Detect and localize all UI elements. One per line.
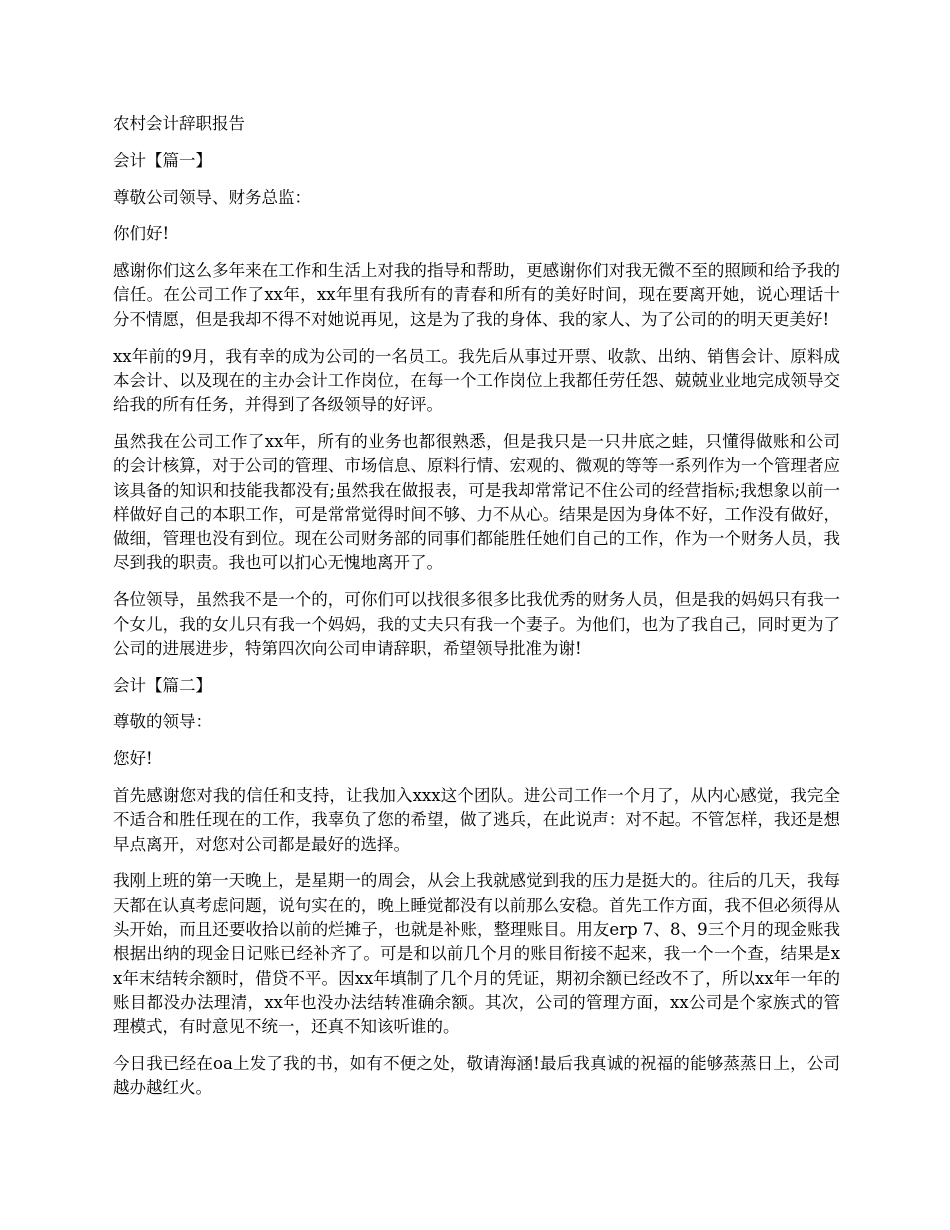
section-heading-part-one: 会计【篇一】 [113,150,212,170]
body-paragraph: 首先感谢您对我的信任和支持，让我加入xxx这个团队。进公司工作一个月了，从内心感觉，我完全不适合和胜任现在的工作，我辜负了您的希望，做了逃兵，在此说声：对不起。不管怎样，我还是想早点离开，对您对公司都是最好的选择。 [113,786,840,854]
document-page [113,112,840,1113]
salutation-two: 尊敬的领导： [113,712,212,732]
body-paragraph: 今日我已经在oa上发了我的书，如有不便之处，敬请海涵!最后我真诚的祝福的能够蒸蒸日上，公司越办越红火。 [113,1054,840,1098]
greeting-two: 您好! [113,749,153,769]
section-heading-part-two: 会计【篇二】 [113,675,212,695]
document-title: 农村会计辞职报告 [113,114,245,133]
body-paragraph: 我刚上班的第一天晚上，是星期一的周会，从会上我就感觉到我的压力是挺大的。往后的几天，我每天都在认真考虑问题，说句实在的，晚上睡觉都没有以前那么安稳。首先工作方面，我不但必须得从头开始，而且还要收拾以前的烂摊子，也就是补账，整理账目。用友erp 7、8、9三个月的现金账我根据出纳的现金日记账已经补齐了。可是和以前几个月的账目衔接不起来，我一个一个查，结果是xx年末结转余额时，借贷不平。因xx年填制了几个月的凭证，期初余额已经改不了，所以xx年一年的账目都没办法理清，xx年也没办法结转准确余额。其次，公司的管理方面，xx公司是个家族式的管理模式，有时意见不统一，还真不知该听谁的。 [113,871,840,1037]
body-paragraph: 各位领导，虽然我不是一个的，可你们可以找很多很多比我优秀的财务人员，但是我的妈妈只有我一个女儿，我的女儿只有我一个妈妈，我的丈夫只有我一个妻子。为他们，也为了我自己，同时更为了公司的进展进步，特第四次向公司申请辞职，希望领导批准为谢! [113,590,840,658]
body-paragraph: 感谢你们这么多年来在工作和生活上对我的指导和帮助，更感谢你们对我无微不至的照顾和给予我的信任。在公司工作了xx年，xx年里有我所有的青春和所有的美好时间，现在要离开她，说心理话十分不情愿，但是我却不得不对她说再见，这是为了我的身体、我的家人、为了公司的的明天更美好! [113,261,840,329]
body-paragraph: xx年前的9月，我有幸的成为公司的一名员工。我先后从事过开票、收款、出纳、销售会计、原料成本会计、以及现在的主办会计工作岗位，在每一个工作岗位上我都任劳任怨、兢兢业业地完成领导交给我的所有任务，并得到了各级领导的好评。 [113,346,840,415]
salutation-one: 尊敬公司领导、财务总监： [113,187,311,207]
greeting-one: 你们好! [113,224,170,244]
body-paragraph: 虽然我在公司工作了xx年，所有的业务也都很熟悉，但是我只是一只井底之蛙，只懂得做账和公司的会计核算，对于公司的管理、市场信息、原料行情、宏观的、微观的等等一系列作为一个管理者应该具备的知识和技能我都没有;虽然我在做报表，可是我却常常记不住公司的经营指标;我想象以前一样做好自己的本职工作，可是常常觉得时间不够、力不从心。结果是因为身体不好，工作没有做好，做细，管理也没有到位。现在公司财务部的同事们都能胜任她们自己的工作，作为一个财务人员，我尽到我的职责。我也可以扪心无愧地离开了。 [113,431,840,573]
